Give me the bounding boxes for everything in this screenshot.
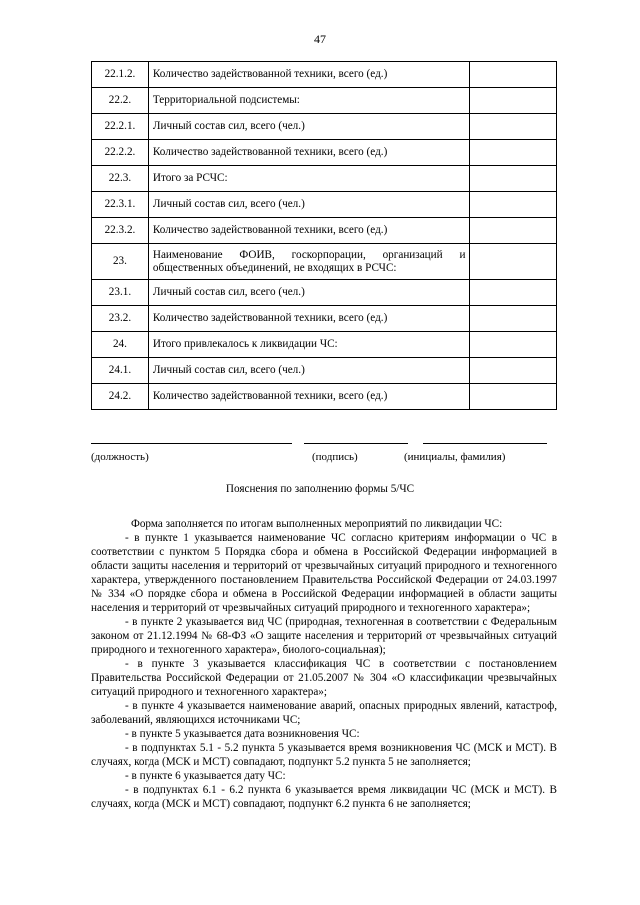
notes-paragraph: - в пункте 2 указывается вид ЧС (природная, техногенная в соответствии с Федеральным законом от 21.12.1994 № 68-ФЗ «О защите населения и территорий от чрезвычайных ситуаций природного и техногенного характера», биолого-социальная); [91, 616, 557, 656]
signature-label: (подпись) [312, 451, 358, 463]
table-row [92, 280, 557, 306]
row-label: Личный состав сил, всего (чел.) [148, 280, 470, 306]
table-row [92, 358, 557, 384]
row-number: 23.1. [92, 280, 149, 306]
row-value-cell [470, 332, 557, 358]
row-number: 23. [92, 244, 149, 280]
row-value-cell [470, 244, 557, 280]
table-row [92, 114, 557, 140]
notes-heading: Пояснения по заполнению формы 5/ЧС [225, 483, 415, 495]
page-number: 47 [314, 32, 326, 46]
row-value-cell [470, 88, 557, 114]
table-row [92, 244, 557, 280]
row-value-cell [470, 280, 557, 306]
table-row [92, 166, 557, 192]
position-signature-line [91, 443, 292, 444]
row-value-cell [470, 306, 557, 332]
row-value-cell [470, 166, 557, 192]
row-label: Наименование ФОИВ, госкорпорации, организаций и общественных объединений, не входящих в РСЧС: [148, 244, 470, 280]
notes-paragraph: Форма заполняется по итогам выполненных мероприятий по ликвидации ЧС: [131, 518, 503, 530]
notes-paragraph: - в подпунктах 5.1 - 5.2 пункта 5 указывается время возникновения ЧС (МСК и МСТ). В случаях, когда (МСК и МСТ) совпадают, подпункт 5.2 пункта 5 не заполняется; [91, 742, 557, 768]
row-value-cell [470, 192, 557, 218]
row-value-cell [470, 62, 557, 88]
row-value-cell [470, 114, 557, 140]
row-label: Личный состав сил, всего (чел.) [148, 114, 470, 140]
row-label: Количество задействованной техники, всего (ед.) [148, 218, 470, 244]
row-label: Количество задействованной техники, всего (ед.) [148, 384, 470, 410]
row-label: Количество задействованной техники, всего (ед.) [148, 306, 470, 332]
row-number: 24.1. [92, 358, 149, 384]
row-number: 22.2. [92, 88, 149, 114]
row-number: 22.3.2. [92, 218, 149, 244]
table-row [92, 306, 557, 332]
table-row [92, 192, 557, 218]
row-number: 24. [92, 332, 149, 358]
position-label: (должность) [91, 451, 149, 463]
notes-paragraph: - в пункте 1 указывается наименование ЧС согласно критериям информации о ЧС в соответствии с пунктом 5 Порядка сбора и обмена в Российской Федерации информацией в области защиты населения и территорий от чрезвычайных ситуаций природного и техногенного характера, утвержденного постановлением Правительства Российской Федерации от 24.03.1997 № 334 «О порядке сбора и обмена в Российской Федерации информацией в области защиты населения и территорий от чрезвычайных ситуаций природного и техногенного характера»; [91, 532, 557, 614]
table-row [92, 140, 557, 166]
row-number: 22.2.2. [92, 140, 149, 166]
report-table [91, 61, 557, 410]
row-label: Итого за РСЧС: [148, 166, 470, 192]
notes-body [91, 517, 557, 811]
row-label: Количество задействованной техники, всего (ед.) [148, 140, 470, 166]
signature-line [304, 443, 408, 444]
name-signature-line [423, 443, 547, 444]
notes-paragraph: - в пункте 4 указывается наименование аварий, опасных природных явлений, катастроф, заболеваний, являющихся источниками ЧС; [91, 700, 557, 726]
table-row [92, 88, 557, 114]
table-row [92, 62, 557, 88]
name-label: (инициалы, фамилия) [404, 451, 506, 463]
row-number: 23.2. [92, 306, 149, 332]
table-row [92, 384, 557, 410]
notes-paragraph: - в пункте 5 указывается дата возникновения ЧС: [125, 728, 360, 740]
notes-paragraph: - в пункте 3 указывается классификация ЧС в соответствии с постановлением Правительства Российской Федерации от 21.05.2007 № 304 «О классификации чрезвычайных ситуаций природного и техногенного характера»; [91, 658, 557, 698]
row-number: 22.3.1. [92, 192, 149, 218]
row-label: Количество задействованной техники, всего (ед.) [148, 62, 470, 88]
row-label: Территориальной подсистемы: [148, 88, 470, 114]
row-value-cell [470, 140, 557, 166]
row-value-cell [470, 358, 557, 384]
row-value-cell [470, 218, 557, 244]
row-label: Личный состав сил, всего (чел.) [148, 358, 470, 384]
row-number: 22.1.2. [92, 62, 149, 88]
notes-paragraph: - в подпунктах 6.1 - 6.2 пункта 6 указывается время ликвидации ЧС (МСК и МСТ). В случаях, когда (МСК и МСТ) совпадают, подпункт 6.2 пункта 6 не заполняется; [91, 784, 557, 810]
table-row [92, 218, 557, 244]
table-row [92, 332, 557, 358]
row-number: 22.3. [92, 166, 149, 192]
row-label: Личный состав сил, всего (чел.) [148, 192, 470, 218]
row-number: 24.2. [92, 384, 149, 410]
row-value-cell [470, 384, 557, 410]
notes-paragraph: - в пункте 6 указывается дату ЧС: [125, 770, 286, 782]
row-number: 22.2.1. [92, 114, 149, 140]
row-label: Итого привлекалось к ликвидации ЧС: [148, 332, 470, 358]
